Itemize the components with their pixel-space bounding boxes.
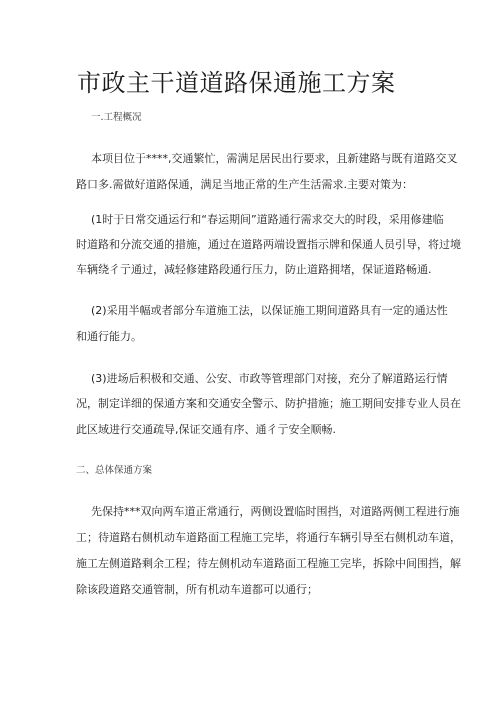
paragraph-line: 除该段道路交通管制，所有机动车道都可以通行； [76,583,318,596]
paragraph-line: 况，制定详细的保通方案和交通安全警示、防护措施；施工期间安排专业人员在 [76,397,461,410]
paragraph-line: 先保持***双向两车道正常通行，两侧设置临时围挡，对道路两侧工程进行施 [91,505,460,518]
paragraph-line: 工；待道路右侧机动车道路面工程施工完毕，将通行车辆引导至右侧机动车道， [76,531,461,544]
paragraph-line: 此区域进行交通疏导,保证交通有序、通彳亍安全顺畅. [76,423,336,436]
paragraph-line: 本项目位于****,交通繁忙，需满足居民出行要求，且新建路与既有道路交叉 [91,152,458,165]
paragraph-line: (3)进场后积极和交通、公安、市政等管理部门对接，充分了解道路运行情 [91,372,448,385]
section-heading-overview: 一.工程概况 [91,112,142,123]
paragraph-line: (2)采用半幅或者部分车道施工法，以保证施工期间道路具有一定的通达性 [91,304,448,317]
paragraph-line: 路口多.需做好道路保通，满足当地正常的生产生活需求.主要对策为： [76,178,413,191]
paragraph-line: 和通行能力。 [76,330,142,343]
document-title: 市政主干道道路保通施工方案 [77,69,396,97]
paragraph-line: 施工左侧道路剩余工程；待左侧机动车道路面工程施工完毕，拆除中间围挡，解 [76,557,461,570]
paragraph-line: 时道路和分流交通的措施，通过在道路两端设置指示牌和保通人员引导，将过境 [76,238,461,251]
section-heading-plan: 二、总体保通方案 [76,465,153,476]
paragraph-line: (1时于日常交通运行和“春运期间”道路通行需求交大的时段，采用修建临 [91,213,444,226]
paragraph-line: 车辆绕彳亍通过，减轻修建路段通行压力，防止道路拥堵，保证道路畅通. [76,263,432,276]
